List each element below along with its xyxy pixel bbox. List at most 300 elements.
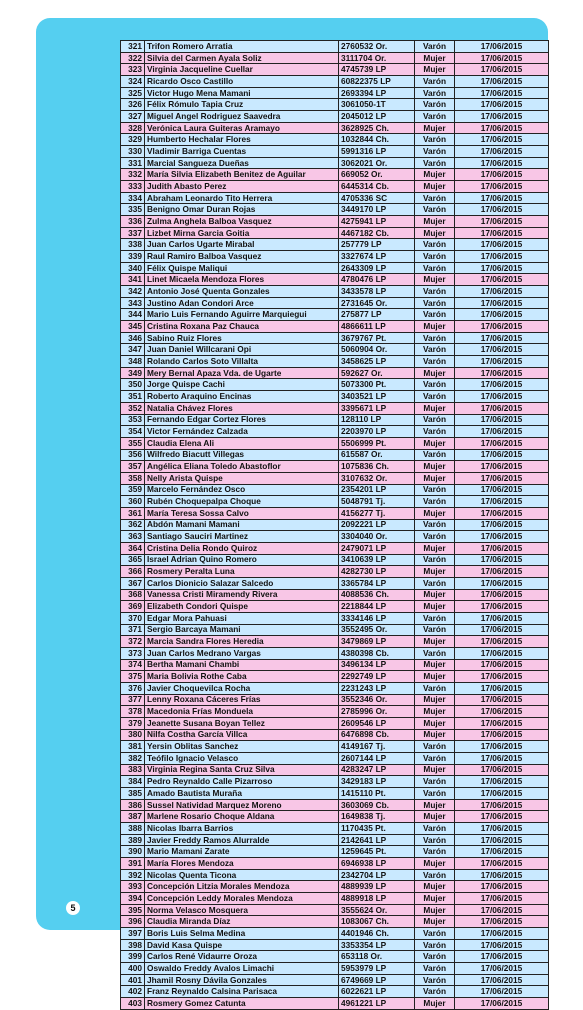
person-name-cell: Zulma Anghela Balboa Vasquez bbox=[145, 216, 339, 228]
roster-body bbox=[121, 41, 549, 1010]
id-number-cell: 1075836 Ch. bbox=[339, 461, 415, 473]
id-number-cell: 4705336 SC bbox=[339, 192, 415, 204]
row-number-cell: 343 bbox=[121, 297, 145, 309]
sex-cell: Varón bbox=[415, 788, 455, 800]
table-row bbox=[121, 402, 549, 414]
sex-cell: Mujer bbox=[415, 764, 455, 776]
table-row bbox=[121, 963, 549, 975]
id-number-cell: 4745739 LP bbox=[339, 64, 415, 76]
person-name-cell: Félix Rómulo Tapia Cruz bbox=[145, 99, 339, 111]
row-number-cell: 383 bbox=[121, 764, 145, 776]
id-number-cell: 4401946 Ch. bbox=[339, 928, 415, 940]
date-cell: 17/06/2015 bbox=[455, 823, 549, 835]
row-number-cell: 330 bbox=[121, 146, 145, 158]
date-cell: 17/06/2015 bbox=[455, 251, 549, 263]
date-cell: 17/06/2015 bbox=[455, 752, 549, 764]
person-name-cell: Mario Mamani Zarate bbox=[145, 846, 339, 858]
person-name-cell: Ricardo Osco Castillo bbox=[145, 76, 339, 88]
table-row bbox=[121, 928, 549, 940]
id-number-cell: 5506999 Pt. bbox=[339, 437, 415, 449]
person-name-cell: Benigno Omar Duran Rojas bbox=[145, 204, 339, 216]
sex-cell: Varón bbox=[415, 741, 455, 753]
sex-cell: Varón bbox=[415, 344, 455, 356]
table-row bbox=[121, 624, 549, 636]
row-number-cell: 338 bbox=[121, 239, 145, 251]
date-cell: 17/06/2015 bbox=[455, 356, 549, 368]
table-row bbox=[121, 181, 549, 193]
id-number-cell: 2292749 LP bbox=[339, 671, 415, 683]
row-number-cell: 331 bbox=[121, 157, 145, 169]
row-number-cell: 329 bbox=[121, 134, 145, 146]
row-number-cell: 390 bbox=[121, 846, 145, 858]
sex-cell: Varón bbox=[415, 939, 455, 951]
person-name-cell: Franz Reynaldo Calsina Parisaca bbox=[145, 986, 339, 998]
table-row bbox=[121, 76, 549, 88]
row-number-cell: 332 bbox=[121, 169, 145, 181]
table-row bbox=[121, 134, 549, 146]
table-row bbox=[121, 717, 549, 729]
id-number-cell: 2785996 Or. bbox=[339, 706, 415, 718]
person-name-cell: Natalia Chávez Flores bbox=[145, 402, 339, 414]
sex-cell: Varón bbox=[415, 496, 455, 508]
id-number-cell: 2342704 LP bbox=[339, 869, 415, 881]
person-name-cell: Antonio José Quenta Gonzales bbox=[145, 286, 339, 298]
id-number-cell: 5073300 Pt. bbox=[339, 379, 415, 391]
sex-cell: Mujer bbox=[415, 507, 455, 519]
table-row bbox=[121, 729, 549, 741]
date-cell: 17/06/2015 bbox=[455, 216, 549, 228]
row-number-cell: 344 bbox=[121, 309, 145, 321]
date-cell: 17/06/2015 bbox=[455, 134, 549, 146]
id-number-cell: 1259645 Pt. bbox=[339, 846, 415, 858]
person-name-cell: Vladimir Barriga Cuentas bbox=[145, 146, 339, 158]
row-number-cell: 350 bbox=[121, 379, 145, 391]
row-number-cell: 363 bbox=[121, 531, 145, 543]
table-row bbox=[121, 752, 549, 764]
sex-cell: Mujer bbox=[415, 694, 455, 706]
person-name-cell: Juan Daniel Willcarani Opi bbox=[145, 344, 339, 356]
date-cell: 17/06/2015 bbox=[455, 76, 549, 88]
sex-cell: Varón bbox=[415, 846, 455, 858]
date-cell: 17/06/2015 bbox=[455, 601, 549, 613]
id-number-cell: 3479869 LP bbox=[339, 636, 415, 648]
table-row bbox=[121, 262, 549, 274]
table-row bbox=[121, 367, 549, 379]
row-number-cell: 375 bbox=[121, 671, 145, 683]
id-number-cell: 2218844 LP bbox=[339, 601, 415, 613]
row-number-cell: 328 bbox=[121, 122, 145, 134]
table-row bbox=[121, 542, 549, 554]
date-cell: 17/06/2015 bbox=[455, 519, 549, 531]
person-name-cell: Mery Bernal Apaza Vda. de Ugarte bbox=[145, 367, 339, 379]
id-number-cell: 3433578 LP bbox=[339, 286, 415, 298]
sex-cell: Mujer bbox=[415, 601, 455, 613]
person-name-cell: Lizbet Mirna Garcia Goitia bbox=[145, 227, 339, 239]
id-number-cell: 3628925 Ch. bbox=[339, 122, 415, 134]
person-name-cell: Trifon Romero Arratia bbox=[145, 41, 339, 53]
sex-cell: Varón bbox=[415, 262, 455, 274]
table-row bbox=[121, 321, 549, 333]
row-number-cell: 370 bbox=[121, 612, 145, 624]
date-cell: 17/06/2015 bbox=[455, 496, 549, 508]
sex-cell: Mujer bbox=[415, 227, 455, 239]
row-number-cell: 377 bbox=[121, 694, 145, 706]
sex-cell: Varón bbox=[415, 963, 455, 975]
sex-cell: Mujer bbox=[415, 181, 455, 193]
sex-cell: Mujer bbox=[415, 122, 455, 134]
date-cell: 17/06/2015 bbox=[455, 367, 549, 379]
row-number-cell: 354 bbox=[121, 426, 145, 438]
person-name-cell: Mario Luis Fernando Aguirre Marquiegui bbox=[145, 309, 339, 321]
row-number-cell: 359 bbox=[121, 484, 145, 496]
person-name-cell: Norma Velasco Mosquera bbox=[145, 904, 339, 916]
date-cell: 17/06/2015 bbox=[455, 963, 549, 975]
sex-cell: Mujer bbox=[415, 52, 455, 64]
person-name-cell: Elizabeth Condori Quispe bbox=[145, 601, 339, 613]
person-name-cell: Jeanette Susana Boyan Tellez bbox=[145, 717, 339, 729]
date-cell: 17/06/2015 bbox=[455, 461, 549, 473]
date-cell: 17/06/2015 bbox=[455, 577, 549, 589]
row-number-cell: 372 bbox=[121, 636, 145, 648]
table-row bbox=[121, 356, 549, 368]
person-name-cell: Rosmery Peralta Luna bbox=[145, 566, 339, 578]
date-cell: 17/06/2015 bbox=[455, 846, 549, 858]
sex-cell: Mujer bbox=[415, 893, 455, 905]
row-number-cell: 395 bbox=[121, 904, 145, 916]
date-cell: 17/06/2015 bbox=[455, 157, 549, 169]
sex-cell: Mujer bbox=[415, 589, 455, 601]
person-name-cell: Humberto Hechalar Flores bbox=[145, 134, 339, 146]
id-number-cell: 3403521 LP bbox=[339, 391, 415, 403]
date-cell: 17/06/2015 bbox=[455, 204, 549, 216]
row-number-cell: 392 bbox=[121, 869, 145, 881]
id-number-cell: 3107632 Or. bbox=[339, 472, 415, 484]
person-name-cell: Marcia Sandra Flores Heredia bbox=[145, 636, 339, 648]
row-number-cell: 321 bbox=[121, 41, 145, 53]
id-number-cell: 6749669 LP bbox=[339, 974, 415, 986]
row-number-cell: 341 bbox=[121, 274, 145, 286]
table-row bbox=[121, 192, 549, 204]
id-number-cell: 4088536 Ch. bbox=[339, 589, 415, 601]
id-number-cell: 5060904 Or. bbox=[339, 344, 415, 356]
table-row bbox=[121, 858, 549, 870]
sex-cell: Varón bbox=[415, 647, 455, 659]
id-number-cell: 3496134 LP bbox=[339, 659, 415, 671]
sex-cell: Varón bbox=[415, 519, 455, 531]
id-number-cell: 257779 LP bbox=[339, 239, 415, 251]
person-name-cell: Victor Hugo Mena Mamani bbox=[145, 87, 339, 99]
row-number-cell: 325 bbox=[121, 87, 145, 99]
row-number-cell: 334 bbox=[121, 192, 145, 204]
sex-cell: Mujer bbox=[415, 916, 455, 928]
person-name-cell: Macedonia Frías Monduela bbox=[145, 706, 339, 718]
person-name-cell: Marcial Sangueza Dueñas bbox=[145, 157, 339, 169]
row-number-cell: 349 bbox=[121, 367, 145, 379]
table-row bbox=[121, 379, 549, 391]
person-name-cell: Roberto Araquino Encinas bbox=[145, 391, 339, 403]
id-number-cell: 6445314 Cb. bbox=[339, 181, 415, 193]
sex-cell: Varón bbox=[415, 391, 455, 403]
date-cell: 17/06/2015 bbox=[455, 332, 549, 344]
date-cell: 17/06/2015 bbox=[455, 181, 549, 193]
id-number-cell: 3555624 Or. bbox=[339, 904, 415, 916]
date-cell: 17/06/2015 bbox=[455, 274, 549, 286]
date-cell: 17/06/2015 bbox=[455, 99, 549, 111]
row-number-cell: 385 bbox=[121, 788, 145, 800]
id-number-cell: 3429183 LP bbox=[339, 776, 415, 788]
table-row bbox=[121, 647, 549, 659]
row-number-cell: 368 bbox=[121, 589, 145, 601]
date-cell: 17/06/2015 bbox=[455, 531, 549, 543]
sex-cell: Varón bbox=[415, 624, 455, 636]
table-row bbox=[121, 764, 549, 776]
sex-cell: Mujer bbox=[415, 881, 455, 893]
sex-cell: Mujer bbox=[415, 729, 455, 741]
sex-cell: Varón bbox=[415, 869, 455, 881]
row-number-cell: 394 bbox=[121, 893, 145, 905]
date-cell: 17/06/2015 bbox=[455, 939, 549, 951]
person-name-cell: Concepción Leddy Morales Mendoza bbox=[145, 893, 339, 905]
date-cell: 17/06/2015 bbox=[455, 729, 549, 741]
sex-cell: Varón bbox=[415, 414, 455, 426]
row-number-cell: 346 bbox=[121, 332, 145, 344]
date-cell: 17/06/2015 bbox=[455, 87, 549, 99]
date-cell: 17/06/2015 bbox=[455, 928, 549, 940]
row-number-cell: 389 bbox=[121, 834, 145, 846]
sex-cell: Mujer bbox=[415, 216, 455, 228]
person-name-cell: Juan Carlos Ugarte Mirabal bbox=[145, 239, 339, 251]
row-number-cell: 379 bbox=[121, 717, 145, 729]
table-row bbox=[121, 939, 549, 951]
table-row bbox=[121, 986, 549, 998]
person-name-cell: Sussel Natividad Marquez Moreno bbox=[145, 799, 339, 811]
row-number-cell: 360 bbox=[121, 496, 145, 508]
sex-cell: Mujer bbox=[415, 998, 455, 1010]
table-row bbox=[121, 344, 549, 356]
person-name-cell: Vanessa Cristi Miramendy Rivera bbox=[145, 589, 339, 601]
person-name-cell: María Teresa Sossa Calvo bbox=[145, 507, 339, 519]
row-number-cell: 358 bbox=[121, 472, 145, 484]
date-cell: 17/06/2015 bbox=[455, 904, 549, 916]
date-cell: 17/06/2015 bbox=[455, 64, 549, 76]
sex-cell: Varón bbox=[415, 577, 455, 589]
table-row bbox=[121, 41, 549, 53]
table-row bbox=[121, 577, 549, 589]
id-number-cell: 4467182 Cb. bbox=[339, 227, 415, 239]
sex-cell: Varón bbox=[415, 986, 455, 998]
id-number-cell: 2354201 LP bbox=[339, 484, 415, 496]
person-name-cell: Sabino Ruiz Flores bbox=[145, 332, 339, 344]
id-number-cell: 653118 Or. bbox=[339, 951, 415, 963]
person-name-cell: Fernando Edgar Cortez Flores bbox=[145, 414, 339, 426]
sex-cell: Varón bbox=[415, 951, 455, 963]
id-number-cell: 3327674 LP bbox=[339, 251, 415, 263]
date-cell: 17/06/2015 bbox=[455, 682, 549, 694]
id-number-cell: 592627 Or. bbox=[339, 367, 415, 379]
roster-table bbox=[120, 40, 549, 1010]
table-row bbox=[121, 507, 549, 519]
row-number-cell: 403 bbox=[121, 998, 145, 1010]
id-number-cell: 3449170 LP bbox=[339, 204, 415, 216]
person-name-cell: Maria Bolivia Rothe Caba bbox=[145, 671, 339, 683]
date-cell: 17/06/2015 bbox=[455, 484, 549, 496]
person-name-cell: Abraham Leonardo Tito Herrera bbox=[145, 192, 339, 204]
row-number-cell: 398 bbox=[121, 939, 145, 951]
row-number-cell: 352 bbox=[121, 402, 145, 414]
person-name-cell: Jorge Quispe Cachi bbox=[145, 379, 339, 391]
row-number-cell: 382 bbox=[121, 752, 145, 764]
person-name-cell: Justino Adan Condori Arce bbox=[145, 297, 339, 309]
row-number-cell: 326 bbox=[121, 99, 145, 111]
date-cell: 17/06/2015 bbox=[455, 834, 549, 846]
person-name-cell: Israel Adrian Quino Romero bbox=[145, 554, 339, 566]
date-cell: 17/06/2015 bbox=[455, 636, 549, 648]
table-row bbox=[121, 846, 549, 858]
id-number-cell: 5991316 LP bbox=[339, 146, 415, 158]
date-cell: 17/06/2015 bbox=[455, 321, 549, 333]
person-name-cell: Oswaldo Freddy Avalos Limachi bbox=[145, 963, 339, 975]
date-cell: 17/06/2015 bbox=[455, 951, 549, 963]
id-number-cell: 3304040 Or. bbox=[339, 531, 415, 543]
table-row bbox=[121, 589, 549, 601]
person-name-cell: María Silvia Elizabeth Benitez de Aguilar bbox=[145, 169, 339, 181]
person-name-cell: Marcelo Fernández Osco bbox=[145, 484, 339, 496]
table-row bbox=[121, 659, 549, 671]
row-number-cell: 362 bbox=[121, 519, 145, 531]
person-name-cell: Angélica Eliana Toledo Abastoflor bbox=[145, 461, 339, 473]
sex-cell: Mujer bbox=[415, 367, 455, 379]
date-cell: 17/06/2015 bbox=[455, 986, 549, 998]
sex-cell: Mujer bbox=[415, 402, 455, 414]
date-cell: 17/06/2015 bbox=[455, 169, 549, 181]
table-row bbox=[121, 834, 549, 846]
row-number-cell: 400 bbox=[121, 963, 145, 975]
table-row bbox=[121, 974, 549, 986]
id-number-cell: 4780476 LP bbox=[339, 274, 415, 286]
date-cell: 17/06/2015 bbox=[455, 998, 549, 1010]
person-name-cell: Bertha Mamani Chambi bbox=[145, 659, 339, 671]
table-row bbox=[121, 461, 549, 473]
person-name-cell: Marlene Rosario Choque Aldana bbox=[145, 811, 339, 823]
person-name-cell: Nelly Arista Quispe bbox=[145, 472, 339, 484]
date-cell: 17/06/2015 bbox=[455, 659, 549, 671]
table-row bbox=[121, 601, 549, 613]
date-cell: 17/06/2015 bbox=[455, 671, 549, 683]
sex-cell: Varón bbox=[415, 379, 455, 391]
table-row bbox=[121, 449, 549, 461]
row-number-cell: 376 bbox=[121, 682, 145, 694]
person-name-cell: Silvia del Carmen Ayala Soliz bbox=[145, 52, 339, 64]
id-number-cell: 3458625 LP bbox=[339, 356, 415, 368]
id-number-cell: 3353354 LP bbox=[339, 939, 415, 951]
row-number-cell: 386 bbox=[121, 799, 145, 811]
sex-cell: Varón bbox=[415, 449, 455, 461]
id-number-cell: 3061050-1T bbox=[339, 99, 415, 111]
sex-cell: Mujer bbox=[415, 274, 455, 286]
table-row bbox=[121, 391, 549, 403]
sex-cell: Varón bbox=[415, 239, 455, 251]
page-number: 5 bbox=[66, 901, 80, 915]
person-name-cell: Abdón Mamani Mamani bbox=[145, 519, 339, 531]
sex-cell: Varón bbox=[415, 834, 455, 846]
person-name-cell: Pedro Reynaldo Calle Pizarroso bbox=[145, 776, 339, 788]
row-number-cell: 324 bbox=[121, 76, 145, 88]
row-number-cell: 384 bbox=[121, 776, 145, 788]
row-number-cell: 333 bbox=[121, 181, 145, 193]
row-number-cell: 396 bbox=[121, 916, 145, 928]
date-cell: 17/06/2015 bbox=[455, 111, 549, 123]
sex-cell: Varón bbox=[415, 286, 455, 298]
sex-cell: Varón bbox=[415, 192, 455, 204]
table-row bbox=[121, 146, 549, 158]
person-name-cell: Félix Quispe Maliqui bbox=[145, 262, 339, 274]
date-cell: 17/06/2015 bbox=[455, 788, 549, 800]
person-name-cell: Raul Ramiro Balboa Vasquez bbox=[145, 251, 339, 263]
sex-cell: Mujer bbox=[415, 321, 455, 333]
row-number-cell: 339 bbox=[121, 251, 145, 263]
id-number-cell: 4275941 LP bbox=[339, 216, 415, 228]
id-number-cell: 3062021 Or. bbox=[339, 157, 415, 169]
row-number-cell: 345 bbox=[121, 321, 145, 333]
id-number-cell: 1032844 Ch. bbox=[339, 134, 415, 146]
person-name-cell: Victor Fernández Calzada bbox=[145, 426, 339, 438]
id-number-cell: 2643309 LP bbox=[339, 262, 415, 274]
row-number-cell: 348 bbox=[121, 356, 145, 368]
date-cell: 17/06/2015 bbox=[455, 706, 549, 718]
table-row bbox=[121, 239, 549, 251]
date-cell: 17/06/2015 bbox=[455, 507, 549, 519]
date-cell: 17/06/2015 bbox=[455, 286, 549, 298]
person-name-cell: Judith Abasto Perez bbox=[145, 181, 339, 193]
row-number-cell: 380 bbox=[121, 729, 145, 741]
row-number-cell: 381 bbox=[121, 741, 145, 753]
person-name-cell: Javier Freddy Ramos Alurralde bbox=[145, 834, 339, 846]
id-number-cell: 1649838 Tj. bbox=[339, 811, 415, 823]
table-row bbox=[121, 741, 549, 753]
id-number-cell: 2760532 Or. bbox=[339, 41, 415, 53]
person-name-cell: Lenny Roxana Cáceres Frías bbox=[145, 694, 339, 706]
sex-cell: Varón bbox=[415, 554, 455, 566]
id-number-cell: 2231243 LP bbox=[339, 682, 415, 694]
table-row bbox=[121, 204, 549, 216]
table-row bbox=[121, 519, 549, 531]
row-number-cell: 335 bbox=[121, 204, 145, 216]
sex-cell: Varón bbox=[415, 297, 455, 309]
id-number-cell: 4380398 Cb. bbox=[339, 647, 415, 659]
row-number-cell: 351 bbox=[121, 391, 145, 403]
id-number-cell: 4156277 Tj. bbox=[339, 507, 415, 519]
id-number-cell: 1083067 Ch. bbox=[339, 916, 415, 928]
table-row bbox=[121, 869, 549, 881]
table-row bbox=[121, 788, 549, 800]
table-row bbox=[121, 554, 549, 566]
id-number-cell: 3334146 LP bbox=[339, 612, 415, 624]
sex-cell: Varón bbox=[415, 682, 455, 694]
id-number-cell: 5048791 Tj. bbox=[339, 496, 415, 508]
person-name-cell: Yersin Oblitas Sanchez bbox=[145, 741, 339, 753]
date-cell: 17/06/2015 bbox=[455, 239, 549, 251]
person-name-cell: Linet Micaela Mendoza Flores bbox=[145, 274, 339, 286]
person-name-cell: Nicolas Ibarra Barrios bbox=[145, 823, 339, 835]
person-name-cell: Rubén Choquepalpa Choque bbox=[145, 496, 339, 508]
date-cell: 17/06/2015 bbox=[455, 402, 549, 414]
sex-cell: Varón bbox=[415, 752, 455, 764]
row-number-cell: 361 bbox=[121, 507, 145, 519]
sex-cell: Mujer bbox=[415, 461, 455, 473]
id-number-cell: 1415110 Pt. bbox=[339, 788, 415, 800]
sex-cell: Mujer bbox=[415, 472, 455, 484]
sex-cell: Mujer bbox=[415, 811, 455, 823]
